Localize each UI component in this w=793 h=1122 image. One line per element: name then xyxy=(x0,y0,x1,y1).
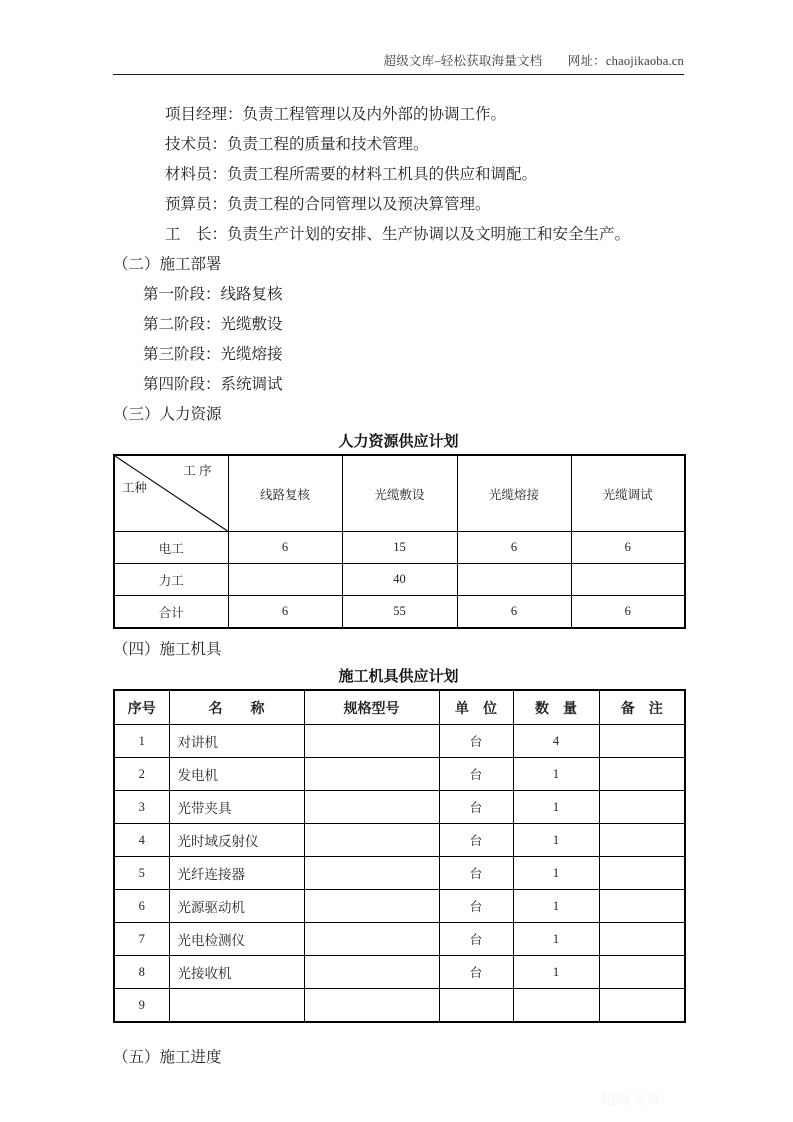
hr-cell-1-0 xyxy=(228,564,342,596)
mc-row-1-no: 2 xyxy=(114,758,169,791)
heading-human-resources: （三）人力资源 xyxy=(113,406,222,423)
table-row xyxy=(114,989,685,1023)
corner-label-process: 工 序 xyxy=(183,464,212,478)
table-row xyxy=(114,923,685,956)
hr-row-label-2: 合计 xyxy=(114,596,228,629)
mc-row-0-unit: 台 xyxy=(439,725,513,758)
mc-row-5-unit: 台 xyxy=(439,890,513,923)
mc-column-header-5: 备 注 xyxy=(599,690,685,725)
mc-row-4-remark xyxy=(599,857,685,890)
table-row xyxy=(114,791,685,824)
phase-line-3: 第三阶段：光缆熔接 xyxy=(143,346,283,363)
header-divider xyxy=(113,74,684,75)
table-row xyxy=(114,956,685,989)
role-line-material-clerk: 材料员：负责工程所需要的材料工机具的供应和调配。 xyxy=(165,166,538,183)
hr-cell-0-2: 6 xyxy=(457,532,571,564)
hr-cell-1-3 xyxy=(571,564,685,596)
mc-column-header-3: 单 位 xyxy=(439,690,513,725)
phase-line-1: 第一阶段：线路复核 xyxy=(143,286,283,303)
table-header-row xyxy=(114,690,685,725)
mc-column-header-4: 数 量 xyxy=(513,690,599,725)
mc-row-5-remark xyxy=(599,890,685,923)
human-resource-supply-table xyxy=(113,454,686,629)
mc-row-6-no: 7 xyxy=(114,923,169,956)
heading-construction-machinery: （四）施工机具 xyxy=(113,641,222,658)
mc-row-8-spec xyxy=(304,989,439,1023)
hr-cell-2-0: 6 xyxy=(228,596,342,629)
mc-row-7-no: 8 xyxy=(114,956,169,989)
hr-cell-1-1: 40 xyxy=(342,564,457,596)
mc-column-header-1: 名 称 xyxy=(169,690,304,725)
hr-row-label-0: 电工 xyxy=(114,532,228,564)
mc-row-1-name: 发电机 xyxy=(169,758,304,791)
mc-row-6-qty: 1 xyxy=(513,923,599,956)
header-site-text: 超级文库–轻松获取海量文档 网址：chaojikaoba.cn xyxy=(383,54,684,68)
hr-column-header-3: 光缆调试 xyxy=(571,455,685,532)
hr-cell-2-2: 6 xyxy=(457,596,571,629)
hr-column-header-1: 光缆敷设 xyxy=(342,455,457,532)
mc-row-8-no: 9 xyxy=(114,989,169,1023)
hr-column-header-2: 光缆熔接 xyxy=(457,455,571,532)
table-header-row xyxy=(114,455,685,532)
mc-row-4-qty: 1 xyxy=(513,857,599,890)
mc-row-3-no: 4 xyxy=(114,824,169,857)
table-row xyxy=(114,596,685,629)
mc-row-7-qty: 1 xyxy=(513,956,599,989)
hr-column-header-0: 线路复核 xyxy=(228,455,342,532)
mc-row-3-spec xyxy=(304,824,439,857)
mc-row-1-spec xyxy=(304,758,439,791)
mc-row-4-no: 5 xyxy=(114,857,169,890)
mc-row-5-spec xyxy=(304,890,439,923)
mc-row-0-no: 1 xyxy=(114,725,169,758)
table-row xyxy=(114,857,685,890)
mc-row-5-qty: 1 xyxy=(513,890,599,923)
hr-cell-0-3: 6 xyxy=(571,532,685,564)
mc-row-8-unit xyxy=(439,989,513,1023)
hr-cell-0-0: 6 xyxy=(228,532,342,564)
mc-row-8-remark xyxy=(599,989,685,1023)
page-header xyxy=(113,52,684,78)
mc-row-1-unit: 台 xyxy=(439,758,513,791)
mc-row-2-remark xyxy=(599,791,685,824)
mc-row-7-name: 光接收机 xyxy=(169,956,304,989)
table-row xyxy=(114,532,685,564)
mc-row-8-qty xyxy=(513,989,599,1023)
machinery-supply-table xyxy=(113,689,686,1023)
phase-line-4: 第四阶段：系统调试 xyxy=(143,376,283,393)
mc-row-5-name: 光源驱动机 xyxy=(169,890,304,923)
mc-column-header-2: 规格型号 xyxy=(304,690,439,725)
mc-row-7-remark xyxy=(599,956,685,989)
mc-row-4-unit: 台 xyxy=(439,857,513,890)
role-line-project-manager: 项目经理：负责工程管理以及内外部的协调工作。 xyxy=(165,106,507,123)
mc-row-7-spec xyxy=(304,956,439,989)
mc-row-6-name: 光电检测仪 xyxy=(169,923,304,956)
table-row xyxy=(114,725,685,758)
heading-construction-schedule: （五）施工进度 xyxy=(113,1049,222,1066)
mc-row-6-unit: 台 xyxy=(439,923,513,956)
role-line-foreman: 工 长：负责生产计划的安排、生产协调以及文明施工和安全生产。 xyxy=(165,226,631,243)
table-row xyxy=(114,824,685,857)
mc-row-4-name: 光纤连接器 xyxy=(169,857,304,890)
mc-row-6-spec xyxy=(304,923,439,956)
mc-row-1-remark xyxy=(599,758,685,791)
document-body xyxy=(113,100,684,1073)
mc-row-2-unit: 台 xyxy=(439,791,513,824)
machine-table-title: 施工机具供应计划 xyxy=(338,669,459,685)
mc-row-4-spec xyxy=(304,857,439,890)
phase-line-2: 第二阶段：光缆敷设 xyxy=(143,316,283,333)
corner-split-cell xyxy=(114,455,228,532)
mc-row-0-qty: 4 xyxy=(513,725,599,758)
hr-row-label-1: 力工 xyxy=(114,564,228,596)
table-row xyxy=(114,564,685,596)
mc-column-header-0: 序号 xyxy=(114,690,169,725)
mc-row-3-remark xyxy=(599,824,685,857)
mc-row-5-no: 6 xyxy=(114,890,169,923)
mc-row-2-no: 3 xyxy=(114,791,169,824)
hr-cell-1-2 xyxy=(457,564,571,596)
mc-row-7-unit: 台 xyxy=(439,956,513,989)
mc-row-0-name: 对讲机 xyxy=(169,725,304,758)
table-row xyxy=(114,890,685,923)
mc-row-0-remark xyxy=(599,725,685,758)
mc-row-8-name xyxy=(169,989,304,1023)
mc-row-3-qty: 1 xyxy=(513,824,599,857)
mc-row-0-spec xyxy=(304,725,439,758)
table-row xyxy=(114,758,685,791)
hr-cell-2-3: 6 xyxy=(571,596,685,629)
mc-row-1-qty: 1 xyxy=(513,758,599,791)
role-line-budget-clerk: 预算员：负责工程的合同管理以及预决算管理。 xyxy=(165,196,491,213)
corner-label-worktype: 工种 xyxy=(122,481,148,495)
hr-cell-0-1: 15 xyxy=(342,532,457,564)
mc-row-6-remark xyxy=(599,923,685,956)
mc-row-2-spec xyxy=(304,791,439,824)
mc-row-3-unit: 台 xyxy=(439,824,513,857)
page-watermark: 超级文库 xyxy=(600,1092,665,1108)
heading-construction-deployment: （二）施工部署 xyxy=(113,256,222,273)
hr-cell-2-1: 55 xyxy=(342,596,457,629)
role-line-technician: 技术员：负责工程的质量和技术管理。 xyxy=(165,136,429,153)
mc-row-2-name: 光带夹具 xyxy=(169,791,304,824)
mc-row-2-qty: 1 xyxy=(513,791,599,824)
hr-table-title: 人力资源供应计划 xyxy=(338,434,459,450)
mc-row-3-name: 光时域反射仪 xyxy=(169,824,304,857)
